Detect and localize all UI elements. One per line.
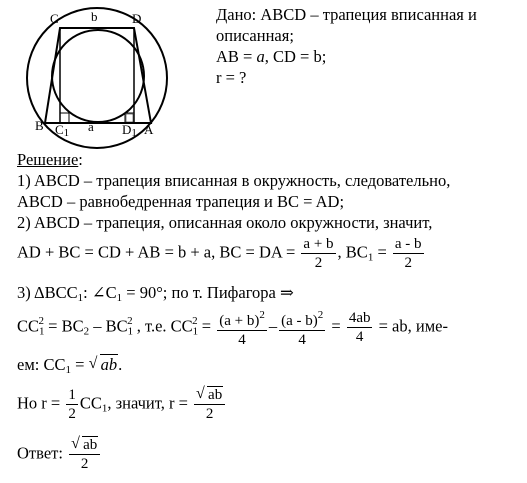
given-line-1: Дано: ABCD – трапеция вписанная и: [216, 5, 477, 24]
answer-fraction: √ ab 2: [69, 436, 100, 473]
given-line-3: AB = a, CD = b;: [216, 47, 327, 66]
label-d: D: [132, 11, 142, 26]
fraction-4ab: $\frac{4ab}{4}$: [348, 310, 371, 345]
label-c: C: [50, 11, 59, 26]
em-line: ем: $CC_1$ = √ ab.: [17, 355, 123, 376]
given-line-2: описанная;: [216, 26, 294, 45]
fraction-diff-squared: $\frac{(a - b)^2}{4}$: [281, 309, 324, 348]
fraction-sqrt-ab-over-2: √ ab 2: [194, 386, 225, 423]
step2-line1: 2) ABCD – трапеция, описанная около окружности, значит,: [17, 213, 433, 232]
inscribed-circle: [52, 30, 144, 122]
fraction-sum-squared: $\frac{(a + b)^2}{4}$: [219, 309, 265, 348]
step3-line: 3) $\Delta BCC_1$: $\angle C_1 = 90^\circ$; по т. Пифагора ⇒: [17, 283, 294, 304]
label-b-vertex: B: [35, 118, 44, 133]
given-line-4: r = ?: [216, 68, 247, 87]
step1-line1: 1) ABCD – трапеция вписанная в окружность, следовательно,: [17, 171, 451, 190]
step2-equation: AD + BC = CD + AB = b + a, BC = DA = $\frac{a + b}{2}$ , $BC_1$ = $\frac{a - b}{2}$: [17, 236, 422, 271]
step1-line2: ABCD – равнобедренная трапеция и BC = AD;: [17, 192, 345, 211]
label-d1: D1: [122, 122, 137, 139]
sqrt-ab: √ ab: [88, 355, 118, 374]
solution-heading: Решение:: [17, 150, 83, 169]
trapezoid: [45, 28, 151, 123]
fraction-one-half: $\frac{1}{2}$: [68, 387, 76, 422]
label-b-top: b: [91, 9, 98, 24]
label-a-vertex: A: [144, 122, 154, 137]
fraction-a-plus-b: $\frac{a + b}{2}$: [303, 236, 334, 271]
no-r-line: Но r = $\frac{1}{2}$ $CC_1$, значит, r = √ ab 2: [17, 386, 227, 423]
answer-line: Ответ: √ ab 2: [17, 436, 102, 473]
right-angle-mark-fill-d1: [126, 114, 133, 122]
pythagoras-equation: $CC_1^2 = BC_2 - BC_1^2$ , т.е. $CC_1^2$ = $\frac{(a + b)^2}{4}$ – $\frac{(a - b)^2}{4}$ = $\frac{4ab}{4}$ = ab, име-: [17, 306, 448, 349]
fraction-a-minus-b: $\frac{a - b}{2}$: [394, 236, 422, 271]
label-a-bottom: a: [88, 119, 94, 134]
label-c1: C1: [55, 122, 70, 139]
